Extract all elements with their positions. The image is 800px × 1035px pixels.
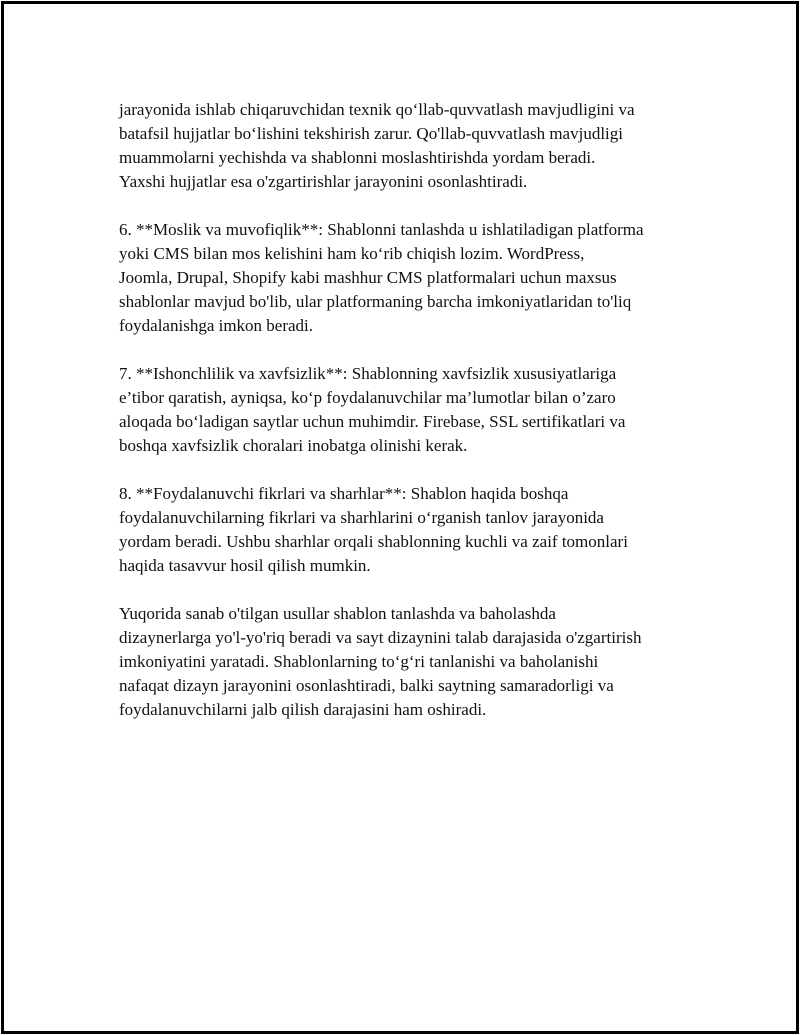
- text-line: dizaynerlarga yo'l-yo'riq beradi va sayt dizaynini talab darajasida o'zgartirish: [119, 628, 642, 647]
- text-line: Yaxshi hujjatlar esa o'zgartirishlar jarayonini osonlashtiradi.: [119, 172, 528, 191]
- text-line: jarayonida ishlab chiqaruvchidan texnik qo‘llab-quvvatlash mavjudligini va: [119, 100, 635, 119]
- paragraph-conclusion: [119, 602, 719, 722]
- text-line: Yuqorida sanab o'tilgan usullar shablon tanlashda va baholashda: [119, 604, 556, 623]
- text-line: yordam beradi. Ushbu sharhlar orqali shablonning kuchli va zaif tomonlari: [119, 532, 628, 551]
- text-line: e’tibor qaratish, ayniqsa, ko‘p foydalanuvchilar ma’lumotlar bilan o’zaro: [119, 388, 616, 407]
- text-line: haqida tasavvur hosil qilish mumkin.: [119, 556, 371, 575]
- text-line: batafsil hujjatlar bo‘lishini tekshirish zarur. Qo'llab-quvvatlash mavjudligi: [119, 124, 623, 143]
- text-line: boshqa xavfsizlik choralari inobatga olinishi kerak.: [119, 436, 468, 455]
- document-page: [1, 1, 799, 1034]
- text-line: 8. **Foydalanuvchi fikrlari va sharhlar**: Shablon haqida boshqa: [119, 484, 569, 503]
- text-line: Joomla, Drupal, Shopify kabi mashhur CMS platformalari uchun maxsus: [119, 268, 617, 287]
- text-line: shablonlar mavjud bo'lib, ular platformaning barcha imkoniyatlaridan to'liq: [119, 292, 632, 311]
- paragraph-compatibility: [119, 218, 719, 338]
- paragraph-user-reviews: [119, 482, 719, 578]
- text-line: foydalanuvchilarni jalb qilish darajasini ham oshiradi.: [119, 700, 487, 719]
- text-line: 6. **Moslik va muvofiqlik**: Shablonni tanlashda u ishlatiladigan platforma: [119, 220, 644, 239]
- text-line: muammolarni yechishda va shablonni moslashtirishda yordam beradi.: [119, 148, 596, 167]
- text-line: yoki CMS bilan mos kelishini ham ko‘rib chiqish lozim. WordPress,: [119, 244, 585, 263]
- text-line: aloqada bo‘ladigan saytlar uchun muhimdir. Firebase, SSL sertifikatlari va: [119, 412, 626, 431]
- paragraph-support-docs: [119, 98, 719, 194]
- document-body: [119, 98, 719, 746]
- text-line: foydalanishga imkon beradi.: [119, 316, 314, 335]
- text-line: foydalanuvchilarning fikrlari va sharhlarini o‘rganish tanlov jarayonida: [119, 508, 604, 527]
- text-line: imkoniyatini yaratadi. Shablonlarning to‘g‘ri tanlanishi va baholanishi: [119, 652, 599, 671]
- text-line: 7. **Ishonchlilik va xavfsizlik**: Shablonning xavfsizlik xususiyatlariga: [119, 364, 617, 383]
- paragraph-security: [119, 362, 719, 458]
- text-line: nafaqat dizayn jarayonini osonlashtiradi, balki saytning samaradorligi va: [119, 676, 614, 695]
